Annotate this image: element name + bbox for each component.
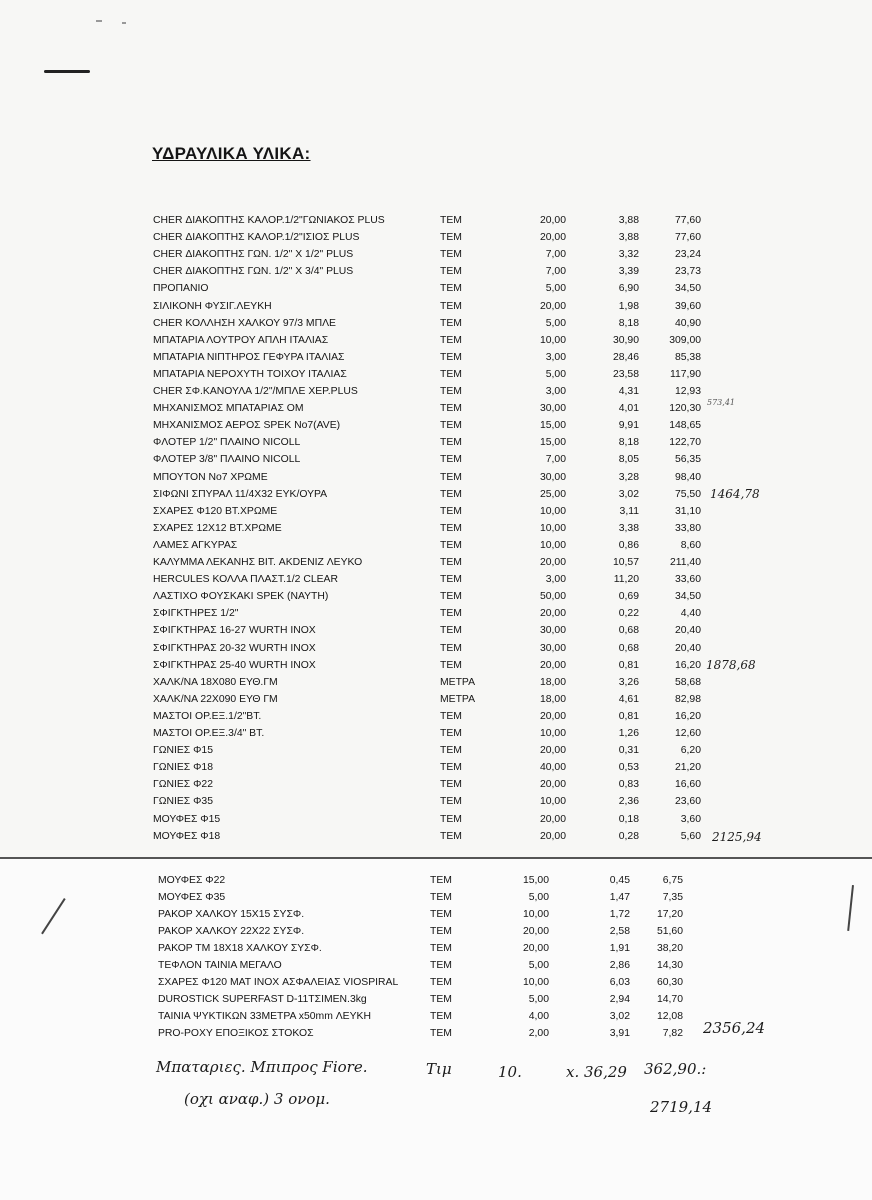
table-row bbox=[0, 605, 872, 622]
item-total: 60,30 bbox=[656, 977, 683, 988]
item-description: ΜΠΑΤΑΡΙΑ ΝΕΡΟΧΥΤΗ ΤΟΙΧΟΥ ΙΤΑΛΙΑΣ bbox=[153, 368, 347, 380]
item-total: 20,40 bbox=[674, 625, 701, 637]
item-total: 77,60 bbox=[674, 232, 701, 244]
item-description: CHER ΔΙΑΚΟΠΤΗΣ ΓΩΝ. 1/2" X 3/4" PLUS bbox=[153, 266, 354, 278]
item-quantity: 30,00 bbox=[539, 403, 566, 415]
item-unit-price: 1,91 bbox=[609, 943, 630, 954]
item-description: ΣΙΛΙΚΟΝΗ ΦΥΣΙΓ.ΛΕΥΚΗ bbox=[153, 300, 272, 312]
item-description: ΛΑΣΤΙΧΟ ΦΟΥΣΚΑΚΙ SPEK (ΝΑΥΤΗ) bbox=[153, 591, 329, 603]
item-total: 17,20 bbox=[656, 909, 683, 920]
item-total: 14,70 bbox=[656, 994, 683, 1005]
item-unit: ΤΕΜ bbox=[440, 471, 462, 483]
table-row bbox=[0, 366, 872, 383]
table-row bbox=[0, 725, 872, 742]
item-description: ΡΑΚΟΡ ΧΑΛΚΟΥ 22Χ22 ΣΥΣΦ. bbox=[158, 926, 305, 937]
item-unit: ΤΕΜ bbox=[440, 591, 462, 603]
item-total: 8,60 bbox=[680, 539, 701, 551]
item-quantity: 4,00 bbox=[528, 1011, 549, 1022]
item-quantity: 25,00 bbox=[539, 488, 566, 500]
item-total: 122,70 bbox=[669, 437, 701, 449]
table-row bbox=[0, 571, 872, 588]
item-total: 5,60 bbox=[680, 830, 701, 842]
scan-speck bbox=[122, 22, 126, 24]
sheet-divider bbox=[0, 857, 872, 859]
item-unit: ΤΕΜ bbox=[440, 351, 462, 363]
item-quantity: 5,00 bbox=[528, 892, 549, 903]
item-unit-price: 28,46 bbox=[612, 351, 639, 363]
table-row bbox=[0, 691, 872, 708]
item-unit-price: 8,18 bbox=[618, 317, 639, 329]
item-description: ΜΗΧΑΝΙΣΜΟΣ ΜΠΑΤΑΡΙΑΣ ΟΜ bbox=[153, 403, 304, 415]
item-description: HERCULES ΚΟΛΛΑ ΠΛΑΣΤ.1/2 CLEAR bbox=[153, 574, 338, 586]
item-unit: ΤΕΜ bbox=[440, 505, 462, 517]
table-row bbox=[0, 759, 872, 776]
item-total: 82,98 bbox=[674, 693, 701, 705]
handwritten-subtotal: 1878,68 bbox=[706, 658, 756, 672]
handwritten-subtotal: 1464,78 bbox=[710, 487, 760, 501]
item-quantity: 30,00 bbox=[539, 642, 566, 654]
item-unit-price: 3,91 bbox=[609, 1028, 630, 1039]
item-unit: ΤΕΜ bbox=[440, 249, 462, 261]
table-row bbox=[0, 434, 872, 451]
item-quantity: 50,00 bbox=[539, 591, 566, 603]
item-unit-price: 2,86 bbox=[609, 960, 630, 971]
table-row bbox=[0, 503, 872, 520]
table-row bbox=[0, 520, 872, 537]
item-description: ΡΑΚΟΡ ΧΑΛΚΟΥ 15Χ15 ΣΥΣΦ. bbox=[158, 909, 305, 920]
item-description: ΣΦΙΓΚΤΗΡΑΣ 20-32 WURTH INOX bbox=[153, 642, 316, 654]
item-unit: ΤΕΜ bbox=[440, 368, 462, 380]
item-unit: ΤΕΜ bbox=[430, 977, 452, 988]
item-total: 23,73 bbox=[674, 266, 701, 278]
item-unit: ΤΕΜ bbox=[440, 659, 462, 671]
item-total: 7,35 bbox=[662, 892, 683, 903]
item-unit-price: 0,81 bbox=[618, 710, 639, 722]
table-row bbox=[0, 872, 872, 889]
item-unit: ΤΕΜ bbox=[430, 909, 452, 920]
item-unit: ΤΕΜ bbox=[430, 892, 452, 903]
item-total: 39,60 bbox=[674, 300, 701, 312]
handwritten-subtotal: 2125,94 bbox=[712, 830, 762, 844]
item-quantity: 20,00 bbox=[539, 232, 566, 244]
item-quantity: 5,00 bbox=[528, 994, 549, 1005]
item-unit-price: 3,32 bbox=[618, 249, 639, 261]
item-description: ΦΛΟΤΕΡ 3/8" ΠΛΑΙΝΟ NICOLL bbox=[153, 454, 301, 466]
item-quantity: 40,00 bbox=[539, 762, 566, 774]
item-total: 309,00 bbox=[669, 334, 701, 346]
item-unit: ΤΕΜ bbox=[440, 608, 462, 620]
item-quantity: 18,00 bbox=[539, 693, 566, 705]
item-description: ΜΠΑΤΑΡΙΑ ΝΙΠΤΗΡΟΣ ΓΕΦΥΡΑ ΙΤΑΛΙΑΣ bbox=[153, 351, 345, 363]
item-unit-price: 6,03 bbox=[609, 977, 630, 988]
table-row bbox=[0, 469, 872, 486]
table-row bbox=[0, 537, 872, 554]
item-unit-price: 8,18 bbox=[618, 437, 639, 449]
item-quantity: 5,00 bbox=[545, 317, 566, 329]
item-description: DUROSTICK SUPERFAST D-11ΤΣΙΜΕΝ.3kg bbox=[158, 994, 367, 1005]
item-quantity: 20,00 bbox=[539, 830, 566, 842]
item-quantity: 30,00 bbox=[539, 471, 566, 483]
item-total: 12,93 bbox=[674, 386, 701, 397]
item-quantity: 5,00 bbox=[545, 283, 566, 295]
document-title: ΥΔΡΑΥΛΙΚΑ ΥΛΙΚΑ: bbox=[152, 144, 311, 163]
item-total: 58,68 bbox=[674, 676, 701, 688]
item-unit-price: 3,39 bbox=[618, 266, 639, 278]
table-row bbox=[0, 640, 872, 657]
item-total: 21,20 bbox=[674, 762, 701, 774]
item-total: 34,50 bbox=[674, 283, 701, 295]
item-quantity: 10,00 bbox=[539, 796, 566, 808]
item-quantity: 30,00 bbox=[539, 625, 566, 637]
handwritten-note: (οχι αναφ.) 3 ονομ. bbox=[184, 1090, 330, 1108]
table-row bbox=[0, 940, 872, 957]
item-total: 75,50 bbox=[674, 488, 701, 500]
item-total: 6,75 bbox=[662, 875, 683, 886]
item-unit-price: 3,88 bbox=[618, 215, 639, 226]
table-row bbox=[0, 400, 872, 417]
item-unit-price: 6,90 bbox=[618, 283, 639, 295]
handwritten-note: Τιμ bbox=[426, 1060, 452, 1078]
item-total: 34,50 bbox=[674, 591, 701, 603]
item-quantity: 2,00 bbox=[528, 1028, 549, 1039]
item-total: 56,35 bbox=[674, 454, 701, 466]
item-quantity: 10,00 bbox=[539, 728, 566, 739]
item-total: 40,90 bbox=[674, 317, 701, 329]
item-quantity: 15,00 bbox=[522, 875, 549, 886]
item-unit-price: 1,26 bbox=[618, 728, 639, 739]
item-description: ΣΧΑΡΕΣ 12Χ12 ΒΤ.ΧΡΩΜΕ bbox=[153, 522, 282, 534]
item-unit-price: 0,22 bbox=[618, 608, 639, 620]
item-quantity: 3,00 bbox=[545, 351, 566, 363]
item-description: ΜΑΣΤΟΙ ΟΡ.ΕΞ.3/4" ΒΤ. bbox=[153, 728, 265, 739]
item-unit-price: 2,58 bbox=[609, 926, 630, 937]
item-description: CHER ΚΟΛΛΗΣΗ ΧΑΛΚΟΥ 97/3 ΜΠΛΕ bbox=[153, 317, 336, 329]
table-row bbox=[0, 349, 872, 366]
item-unit-price: 0,81 bbox=[618, 659, 639, 671]
item-unit-price: 0,28 bbox=[618, 830, 639, 842]
item-total: 98,40 bbox=[674, 471, 701, 483]
item-description: PRO-POXY ΕΠΟΞΙΚΟΣ ΣΤΟΚΟΣ bbox=[158, 1028, 314, 1039]
item-total: 51,60 bbox=[656, 926, 683, 937]
item-unit-price: 3,38 bbox=[618, 522, 639, 534]
table-row bbox=[0, 811, 872, 828]
table-row bbox=[0, 793, 872, 810]
item-unit: ΤΕΜ bbox=[430, 1011, 452, 1022]
table-row bbox=[0, 708, 872, 725]
item-total: 120,30 bbox=[669, 403, 701, 415]
table-row bbox=[0, 742, 872, 759]
item-description: ΛΑΜΕΣ ΑΓΚΥΡΑΣ bbox=[153, 539, 238, 551]
item-quantity: 10,00 bbox=[522, 977, 549, 988]
item-description: ΓΩΝΙΕΣ Φ35 bbox=[153, 796, 213, 808]
item-total: 211,40 bbox=[669, 557, 701, 568]
item-unit: ΤΕΜ bbox=[440, 574, 462, 586]
item-quantity: 20,00 bbox=[539, 659, 566, 671]
item-unit: ΤΕΜ bbox=[430, 960, 452, 971]
item-description: ΡΑΚΟΡ ΤΜ 18Χ18 ΧΑΛΚΟΥ ΣΥΣΦ. bbox=[158, 943, 322, 954]
item-unit-price: 0,45 bbox=[609, 875, 630, 886]
item-quantity: 20,00 bbox=[539, 710, 566, 722]
item-unit-price: 0,18 bbox=[618, 813, 639, 825]
item-quantity: 20,00 bbox=[539, 745, 566, 757]
table-row bbox=[0, 298, 872, 315]
item-unit: ΤΕΜ bbox=[440, 386, 462, 397]
item-unit-price: 10,57 bbox=[612, 557, 639, 568]
item-unit: ΤΕΜ bbox=[440, 710, 462, 722]
item-total: 148,65 bbox=[669, 420, 701, 432]
item-unit-price: 0,69 bbox=[618, 591, 639, 603]
item-total: 23,24 bbox=[674, 249, 701, 261]
item-description: ΜΟΥΦΕΣ Φ35 bbox=[158, 892, 226, 903]
item-unit: ΤΕΜ bbox=[440, 317, 462, 329]
item-total: 117,90 bbox=[669, 368, 701, 380]
handwritten-note: Μπαταριες. Μπιπρος Fiore. bbox=[156, 1058, 368, 1076]
item-unit-price: 1,98 bbox=[618, 300, 639, 312]
item-unit-price: 0,31 bbox=[618, 745, 639, 757]
item-unit: ΤΕΜ bbox=[430, 994, 452, 1005]
item-total: 16,60 bbox=[674, 779, 701, 791]
item-description: ΧΑΛΚ/ΝΑ 22Χ090 ΕΥΘ ΓΜ bbox=[153, 693, 278, 705]
handwritten-note: x. 36,29 bbox=[566, 1063, 627, 1081]
item-unit: ΤΕΜ bbox=[440, 728, 462, 739]
item-description: ΤΕΦΛΟΝ ΤΑΙΝΙΑ ΜΕΓΑΛΟ bbox=[158, 960, 282, 971]
item-unit: ΤΕΜ bbox=[440, 557, 462, 568]
table-row bbox=[0, 229, 872, 246]
item-unit-price: 0,68 bbox=[618, 642, 639, 654]
handwritten-note: 362,90.: bbox=[644, 1060, 707, 1078]
handwritten-note: 10. bbox=[498, 1063, 522, 1081]
item-quantity: 15,00 bbox=[539, 437, 566, 449]
table-row bbox=[0, 923, 872, 940]
table-row bbox=[0, 554, 872, 571]
item-total: 14,30 bbox=[656, 960, 683, 971]
item-total: 4,40 bbox=[680, 608, 701, 620]
item-unit: ΤΕΜ bbox=[430, 875, 452, 886]
margin-dash-mark bbox=[44, 70, 90, 73]
item-unit: ΤΕΜ bbox=[440, 266, 462, 278]
table-row bbox=[0, 212, 872, 229]
item-description: ΜΟΥΦΕΣ Φ18 bbox=[153, 830, 221, 842]
item-unit-price: 30,90 bbox=[612, 334, 639, 346]
item-unit: ΤΕΜ bbox=[440, 762, 462, 774]
item-unit: ΤΕΜ bbox=[440, 796, 462, 808]
item-description: CHER ΣΦ.ΚΑΝΟΥΛΑ 1/2"/ΜΠΛΕ ΧΕΡ.PLUS bbox=[153, 386, 358, 397]
item-unit: ΤΕΜ bbox=[440, 745, 462, 757]
item-unit: ΤΕΜ bbox=[430, 926, 452, 937]
item-description: ΣΙΦΩΝΙ ΣΠΥΡΑΛ 11/4Χ32 ΕΥΚ/ΟΥΡΑ bbox=[153, 488, 328, 500]
item-description: ΣΧΑΡΕΣ Φ120 ΒΤ.ΧΡΩΜΕ bbox=[153, 505, 278, 517]
item-unit-price: 0,68 bbox=[618, 625, 639, 637]
item-total: 16,20 bbox=[674, 710, 701, 722]
item-unit: ΤΕΜ bbox=[440, 420, 462, 432]
table-row bbox=[0, 315, 872, 332]
item-total: 33,80 bbox=[674, 522, 701, 534]
item-quantity: 20,00 bbox=[539, 608, 566, 620]
table-row bbox=[0, 991, 872, 1008]
item-unit-price: 9,91 bbox=[618, 420, 639, 432]
item-quantity: 20,00 bbox=[539, 215, 566, 226]
item-unit: ΤΕΜ bbox=[440, 215, 462, 226]
item-unit-price: 3,11 bbox=[619, 505, 639, 517]
item-quantity: 20,00 bbox=[539, 779, 566, 791]
item-quantity: 7,00 bbox=[545, 266, 566, 278]
item-total: 31,10 bbox=[674, 505, 701, 517]
item-quantity: 20,00 bbox=[539, 813, 566, 825]
item-quantity: 10,00 bbox=[539, 334, 566, 346]
item-unit: ΤΕΜ bbox=[440, 232, 462, 244]
item-unit: ΜΕΤΡΑ bbox=[440, 693, 476, 705]
item-description: CHER ΔΙΑΚΟΠΤΗΣ ΓΩΝ. 1/2" X 1/2" PLUS bbox=[153, 249, 354, 261]
item-description: ΧΑΛΚ/ΝΑ 18Χ080 ΕΥΘ.ΓΜ bbox=[153, 676, 278, 688]
item-quantity: 20,00 bbox=[522, 943, 549, 954]
item-unit: ΤΕΜ bbox=[440, 830, 462, 842]
item-description: ΣΦΙΓΚΤΗΡΕΣ 1/2" bbox=[153, 608, 239, 620]
item-unit-price: 3,02 bbox=[609, 1011, 630, 1022]
handwritten-subtotal: 2356,24 bbox=[703, 1019, 766, 1037]
item-quantity: 20,00 bbox=[522, 926, 549, 937]
item-total: 16,20 bbox=[674, 659, 701, 671]
item-total: 6,20 bbox=[680, 745, 701, 757]
table-row bbox=[0, 674, 872, 691]
item-unit-price: 4,31 bbox=[618, 386, 639, 397]
table-row bbox=[0, 383, 872, 400]
table-row bbox=[0, 332, 872, 349]
item-unit: ΤΕΜ bbox=[440, 522, 462, 534]
item-quantity: 7,00 bbox=[545, 454, 566, 466]
item-unit: ΤΕΜ bbox=[440, 403, 462, 415]
item-unit: ΤΕΜ bbox=[440, 300, 462, 312]
table-row bbox=[0, 280, 872, 297]
item-total: 23,60 bbox=[674, 796, 701, 808]
item-description: ΓΩΝΙΕΣ Φ22 bbox=[153, 779, 213, 791]
item-unit-price: 4,61 bbox=[618, 693, 639, 705]
item-unit-price: 1,72 bbox=[609, 909, 630, 920]
item-unit-price: 0,86 bbox=[618, 539, 639, 551]
item-unit: ΤΕΜ bbox=[440, 813, 462, 825]
item-unit: ΤΕΜ bbox=[440, 642, 462, 654]
table-row bbox=[0, 263, 872, 280]
item-quantity: 20,00 bbox=[539, 300, 566, 312]
item-total: 38,20 bbox=[656, 943, 683, 954]
scan-speck bbox=[96, 20, 102, 22]
item-description: CHER ΔΙΑΚΟΠΤΗΣ ΚΑΛΟΡ.1/2"ΙΣΙΟΣ PLUS bbox=[153, 232, 360, 244]
item-quantity: 7,00 bbox=[545, 249, 566, 261]
item-total: 3,60 bbox=[680, 813, 701, 825]
item-total: 12,08 bbox=[656, 1011, 683, 1022]
item-description: ΜΠΑΤΑΡΙΑ ΛΟΥΤΡΟΥ ΑΠΛΗ ΙΤΑΛΙΑΣ bbox=[153, 334, 329, 346]
table-row bbox=[0, 776, 872, 793]
item-unit: ΤΕΜ bbox=[430, 943, 452, 954]
table-row bbox=[0, 417, 872, 434]
item-unit-price: 0,83 bbox=[618, 779, 639, 791]
item-total: 20,40 bbox=[674, 642, 701, 654]
item-description: ΚΑΛΥΜΜΑ ΛΕΚΑΝΗΣ ΒΙΤ. AKDENIZ ΛΕΥΚΟ bbox=[153, 557, 363, 568]
handwritten-grand-total: 2719,14 bbox=[650, 1098, 713, 1116]
table-row bbox=[0, 906, 872, 923]
item-description: ΓΩΝΙΕΣ Φ18 bbox=[153, 762, 213, 774]
item-quantity: 10,00 bbox=[539, 522, 566, 534]
item-description: ΣΧΑΡΕΣ Φ120 ΜΑΤ INOX ΑΣΦΑΛΕΙΑΣ VIOSPIRAL bbox=[158, 977, 399, 988]
item-description: ΜΟΥΦΕΣ Φ15 bbox=[153, 813, 221, 825]
item-unit-price: 0,53 bbox=[618, 762, 639, 774]
item-unit-price: 3,02 bbox=[618, 488, 639, 500]
item-unit-price: 2,36 bbox=[618, 796, 639, 808]
table-row bbox=[0, 889, 872, 906]
item-total: 12,60 bbox=[674, 728, 701, 739]
item-total: 7,82 bbox=[662, 1028, 683, 1039]
table-row bbox=[0, 451, 872, 468]
item-description: ΜΟΥΦΕΣ Φ22 bbox=[158, 875, 226, 886]
item-quantity: 15,00 bbox=[539, 420, 566, 432]
item-unit: ΤΕΜ bbox=[440, 539, 462, 551]
item-unit: ΤΕΜ bbox=[440, 779, 462, 791]
item-unit: ΤΕΜ bbox=[440, 437, 462, 449]
table-row bbox=[0, 588, 872, 605]
table-row bbox=[0, 957, 872, 974]
item-unit: ΤΕΜ bbox=[440, 454, 462, 466]
item-quantity: 3,00 bbox=[545, 386, 566, 397]
item-unit-price: 3,26 bbox=[618, 676, 639, 688]
item-total: 33,60 bbox=[674, 574, 701, 586]
item-total: 77,60 bbox=[674, 215, 701, 226]
item-unit-price: 3,28 bbox=[618, 471, 639, 483]
item-quantity: 20,00 bbox=[539, 557, 566, 568]
item-description: ΦΛΟΤΕΡ 1/2" ΠΛΑΙΝΟ NICOLL bbox=[153, 437, 301, 449]
item-description: ΤΑΙΝΙΑ ΨΥΚΤΙΚΩΝ 33ΜΕΤΡΑ x50mm ΛΕΥΚΗ bbox=[158, 1011, 371, 1022]
item-unit-price: 11,20 bbox=[613, 574, 639, 586]
item-description: ΜΗΧΑΝΙΣΜΟΣ ΑΕΡΟΣ SPEK No7(AVE) bbox=[153, 420, 341, 432]
table-row bbox=[0, 246, 872, 263]
item-unit-price: 3,88 bbox=[618, 232, 639, 244]
item-description: ΜΑΣΤΟΙ ΟΡ.ΕΞ.1/2"ΒΤ. bbox=[153, 710, 262, 722]
table-row bbox=[0, 622, 872, 639]
table-row bbox=[0, 974, 872, 991]
item-description: ΓΩΝΙΕΣ Φ15 bbox=[153, 745, 213, 757]
item-description: ΠΡΟΠΑΝΙΟ bbox=[153, 283, 209, 295]
item-quantity: 10,00 bbox=[539, 539, 566, 551]
item-unit-price: 8,05 bbox=[618, 454, 639, 466]
item-quantity: 5,00 bbox=[528, 960, 549, 971]
item-quantity: 18,00 bbox=[539, 676, 566, 688]
item-unit: ΜΕΤΡΑ bbox=[440, 676, 476, 688]
item-description: ΣΦΙΓΚΤΗΡΑΣ 25-40 WURTH INOX bbox=[153, 659, 316, 671]
item-unit: ΤΕΜ bbox=[440, 283, 462, 295]
item-quantity: 5,00 bbox=[545, 368, 566, 380]
handwritten-note: 573,41 bbox=[707, 398, 735, 407]
item-description: ΣΦΙΓΚΤΗΡΑΣ 16-27 WURTH INOX bbox=[153, 625, 316, 637]
item-unit: ΤΕΜ bbox=[440, 625, 462, 637]
item-unit: ΤΕΜ bbox=[440, 488, 462, 500]
item-unit-price: 2,94 bbox=[609, 994, 630, 1005]
item-unit: ΤΕΜ bbox=[440, 334, 462, 346]
item-unit-price: 23,58 bbox=[612, 368, 639, 380]
item-unit-price: 4,01 bbox=[618, 403, 639, 415]
item-description: ΜΠΟΥΤΟΝ No7 ΧΡΩΜΕ bbox=[153, 471, 268, 483]
item-quantity: 10,00 bbox=[539, 505, 566, 517]
item-unit-price: 1,47 bbox=[609, 892, 630, 903]
item-quantity: 3,00 bbox=[545, 574, 566, 586]
item-unit: ΤΕΜ bbox=[430, 1028, 452, 1039]
item-description: CHER ΔΙΑΚΟΠΤΗΣ ΚΑΛΟΡ.1/2"ΓΩΝΙΑΚΟΣ PLUS bbox=[153, 215, 385, 226]
item-total: 85,38 bbox=[674, 351, 701, 363]
item-quantity: 10,00 bbox=[522, 909, 549, 920]
